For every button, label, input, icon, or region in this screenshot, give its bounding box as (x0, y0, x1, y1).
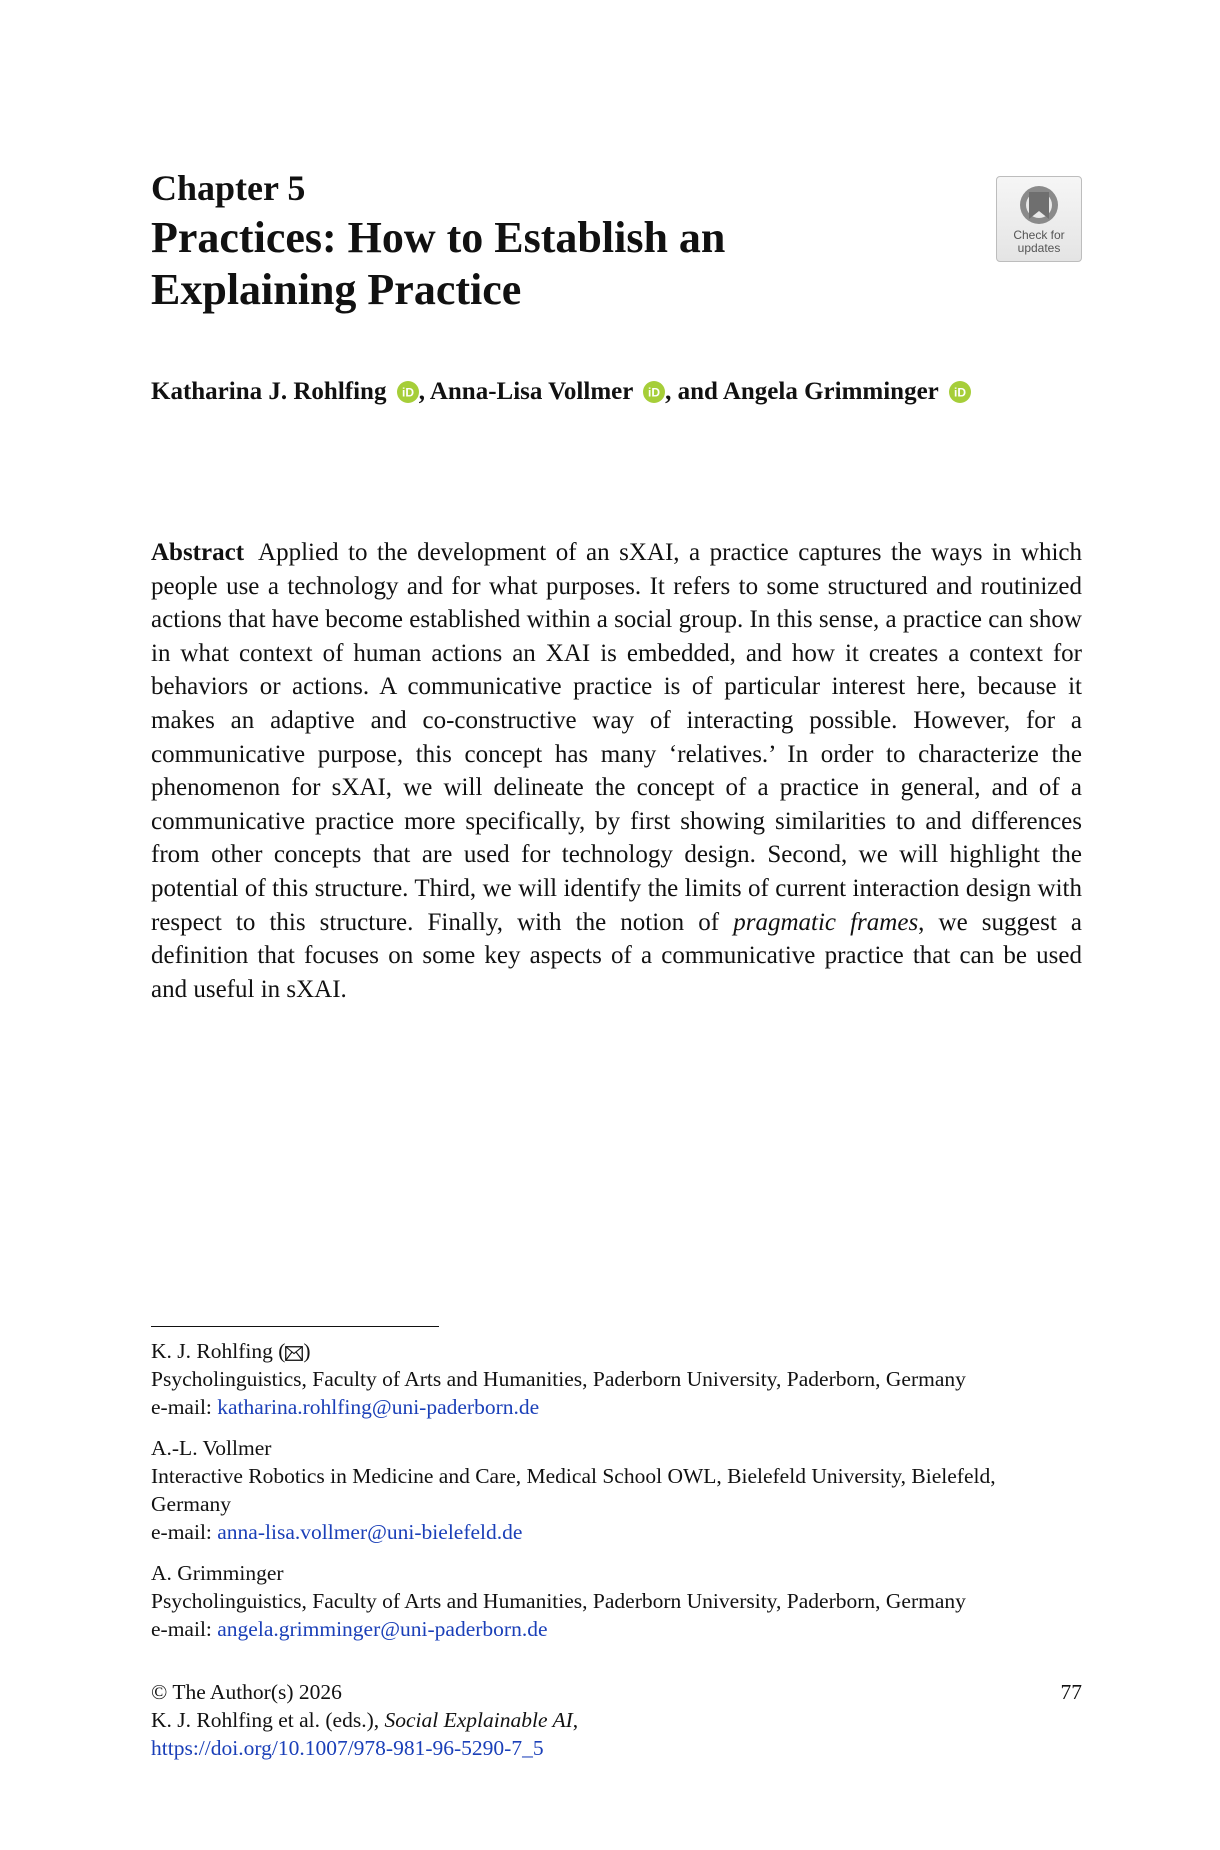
affiliation-name-suffix: ) (303, 1339, 311, 1363)
affiliation (151, 1337, 1082, 1421)
author-name: Angela Grimminger (722, 378, 939, 405)
abstract (151, 536, 1082, 1006)
page-number: 77 (1060, 1680, 1082, 1704)
svg-text:iD: iD (648, 385, 661, 400)
email-link[interactable]: angela.grimminger@uni-paderborn.de (217, 1617, 548, 1641)
affiliation-name-text: K. J. Rohlfing ( (151, 1339, 286, 1363)
affiliation-line: Interactive Robotics in Medicine and Care, Medical School OWL, Bielefeld University, Bielefeld, (151, 1464, 996, 1488)
chapter-label: Chapter 5 (151, 168, 306, 208)
abstract-label: Abstract (151, 539, 245, 566)
affiliation (151, 1434, 1082, 1546)
affiliation-email-line (151, 1615, 1082, 1643)
badge-line2: updates (1017, 241, 1061, 255)
badge-line1: Check for (1013, 228, 1065, 242)
citation-comma: , (572, 1708, 579, 1732)
check-for-updates-icon (1017, 183, 1061, 227)
affiliations (151, 1337, 1082, 1656)
abstract-text-end: , we suggest a definition that focuses on some key aspects of a communicative practice that can be used and useful in sXAI. (151, 908, 1082, 1003)
svg-text:iD: iD (401, 385, 414, 400)
svg-text:iD: iD (953, 385, 966, 400)
footnote-rule (151, 1326, 439, 1327)
affiliation-name (151, 1337, 1082, 1365)
copyright: © The Author(s) 2026 (151, 1680, 342, 1704)
affiliation-line: Germany (151, 1492, 231, 1516)
email-label: e-mail: (151, 1520, 218, 1544)
check-for-updates-badge[interactable] (996, 176, 1082, 262)
chapter-title-line: Explaining Practice (151, 265, 522, 314)
affiliation-email-line (151, 1518, 1082, 1546)
chapter-title (151, 212, 851, 316)
affiliation-line: Psycholinguistics, Faculty of Arts and Humanities, Paderborn University, Paderborn, Germany (151, 1589, 966, 1613)
email-link[interactable]: katharina.rohlfing@uni-paderborn.de (217, 1395, 540, 1419)
affiliation-email-line (151, 1393, 1082, 1421)
affiliation-name: A.-L. Vollmer (151, 1436, 272, 1460)
orcid-icon[interactable] (397, 381, 419, 403)
email-label: e-mail: (151, 1617, 218, 1641)
author-name: Katharina J. Rohlfing (151, 378, 387, 405)
orcid-icon[interactable] (949, 381, 971, 403)
book-title: Social Explainable AI (384, 1708, 573, 1732)
email-label: e-mail: (151, 1395, 218, 1419)
page-footer (151, 1678, 1082, 1762)
author-separator: , (418, 378, 425, 405)
chapter-title-line: Practices: How to Establish an (151, 213, 726, 262)
citation-text: K. J. Rohlfing et al. (eds.), (151, 1708, 385, 1732)
email-link[interactable]: anna-lisa.vollmer@uni-bielefeld.de (217, 1520, 523, 1544)
author-separator: , and (665, 378, 718, 405)
badge-text (997, 229, 1081, 255)
orcid-icon[interactable] (643, 381, 665, 403)
author-list (151, 378, 971, 406)
abstract-italic-term: pragmatic frames (733, 908, 919, 936)
affiliation (151, 1559, 1082, 1643)
doi-link[interactable]: https://doi.org/10.1007/978-981-96-5290-7_5 (151, 1736, 544, 1760)
envelope-icon (285, 1346, 303, 1361)
affiliation-line: Psycholinguistics, Faculty of Arts and Humanities, Paderborn University, Paderborn, Germany (151, 1367, 966, 1391)
author-name: Anna-Lisa Vollmer (429, 378, 633, 405)
affiliation-name: A. Grimminger (151, 1561, 284, 1585)
abstract-text: Applied to the development of an sXAI, a practice captures the ways in which people use a technology and for what purposes. It refers to some structured and routinized actions that have become established within a social group. In this sense, a practice can show in what context of human actions an XAI is embedded, and how it creates a context for behaviors or actions. A communicative practice is of particular interest here, because it makes an adaptive and co-constructive way of interacting possible. However, for a communicative purpose, this concept has many ‘relatives.’ In order to characterize the phenomenon for sXAI, we will delineate the concept of a practice in general, and of a communicative practice more specifically, by first showing similarities to and differences from other concepts that are used for technology design. Second, we will highlight the potential of this structure. Third, we will identify the limits of current interaction design with respect to this structure. Finally, with the notion of (151, 539, 1082, 936)
citation (151, 1706, 1082, 1734)
